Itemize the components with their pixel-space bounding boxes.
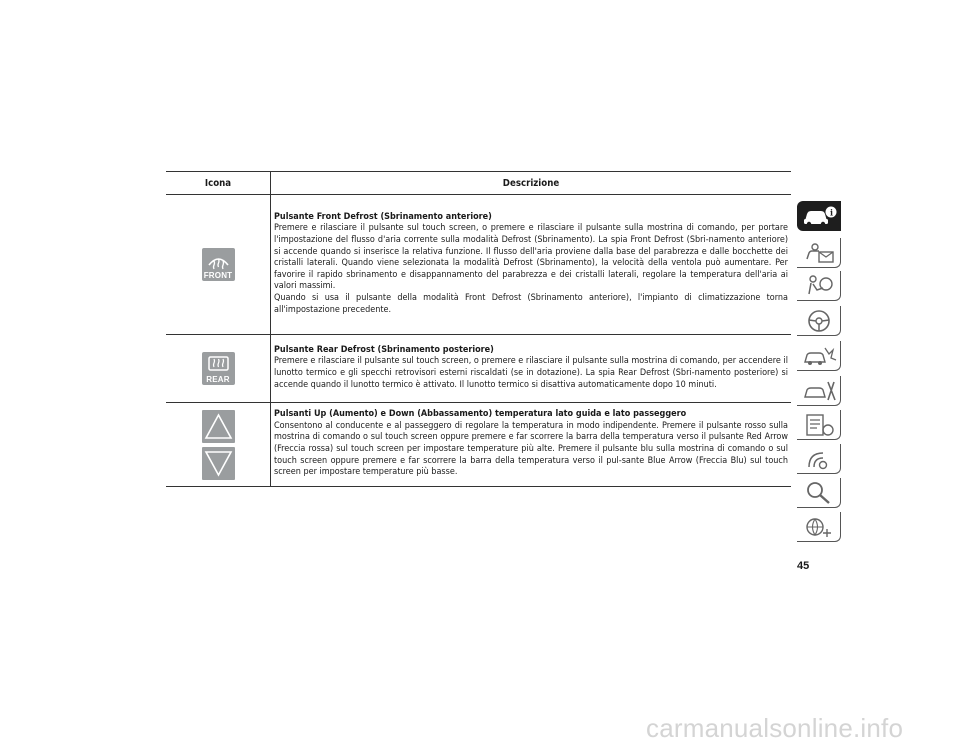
- sidebar-tab-crash[interactable]: [797, 341, 841, 371]
- icon-cell: [166, 403, 271, 487]
- index-search-icon: [801, 479, 839, 507]
- description-cell: [271, 195, 792, 335]
- row-title: Pulsanti Up (Aumento) e Down (Abbassamento) temperatura lato guida e lato passeggero: [274, 409, 687, 420]
- climate-controls-table: [166, 171, 791, 487]
- sidebar-tab-safety[interactable]: [797, 238, 841, 268]
- description-cell: [271, 335, 792, 403]
- sidebar-tab-multimedia[interactable]: [797, 444, 841, 474]
- multimedia-icon: [801, 445, 839, 473]
- sidebar-tab-airbag[interactable]: [797, 271, 841, 301]
- row-text-extra: Quando si usa il pulsante della modalità Front Defrost (Sbrinamento anteriore), l'impianto di climatizzazione torna all'impostazione precedente.: [274, 292, 788, 315]
- row-text: Premere e rilasciare il pulsante sul touch screen, o premere e rilasciare il pulsante sulla mostrina di comando, per accendere il lunotto termico e gli specchi retrovisori esterni riscaldati (se in dotazione). La spia Rear Defrost (Sbri-namento posteriore) si accende quando il lunotto termico è attivato. Il lunotto termico si disattiva automaticamente dopo 10 minuti.: [274, 356, 788, 390]
- table-row: [166, 195, 791, 335]
- header-icon: Icona: [166, 172, 271, 195]
- icon-cell: [166, 335, 271, 403]
- specifications-icon: [801, 411, 839, 439]
- row-title: Pulsante Front Defrost (Sbrinamento anteriore): [274, 211, 492, 222]
- svg-text:i: i: [830, 207, 834, 218]
- row-text: Consentono al conducente e al passeggero di regolare la temperatura in modo indipendente. Premere il pulsante rosso sulla mostrina di comando o sul touch screen oppure premere e far scorrere la barra della temperatura verso il pulsante Red Arrow (Freccia rossa) sul touch screen per impostare temperature più alte. Premere il pulsante blu sulla mostrina di comando o sul touch screen oppure premere e far scorrere la barra della temperatura verso il pul-sante Blue Arrow (Freccia Blu) sul touch screen per impostare temperature più basse.: [274, 420, 788, 478]
- row-title: Pulsante Rear Defrost (Sbrinamento posteriore): [274, 344, 494, 355]
- steering-wheel-icon: [801, 307, 839, 335]
- icon-cell: [166, 195, 271, 335]
- sidebar-tab-service[interactable]: [797, 376, 841, 406]
- page-number: 45: [797, 560, 810, 572]
- description-cell: [271, 403, 792, 487]
- airbag-icon: [801, 272, 839, 300]
- safety-icon: [801, 239, 839, 267]
- temperature-up-icon: [202, 410, 235, 443]
- table-row: [166, 403, 791, 487]
- sidebar-tab-car-info[interactable]: [797, 201, 841, 231]
- temperature-down-icon: [202, 447, 235, 480]
- rear-defrost-icon: [202, 352, 235, 385]
- car-info-icon: [801, 202, 839, 230]
- header-description: Descrizione: [271, 172, 792, 195]
- table-row: [166, 335, 791, 403]
- service-tools-icon: [801, 377, 839, 405]
- sidebar-tab-steering[interactable]: [797, 306, 841, 336]
- table-header-row: [166, 172, 791, 195]
- sidebar-tab-index[interactable]: [797, 478, 841, 508]
- front-defrost-icon: [202, 248, 235, 281]
- sidebar-tab-languages[interactable]: [797, 512, 841, 542]
- sidebar-tab-specifications[interactable]: [797, 410, 841, 440]
- languages-icon: [801, 513, 839, 541]
- rear-icon-label: REAR: [206, 375, 230, 384]
- front-icon-label: FRONT: [203, 271, 233, 280]
- watermark: carmanualsonline.info: [646, 713, 904, 743]
- row-text: Premere e rilasciare il pulsante sul touch screen, o premere e rilasciare il pulsante sulla mostrina di comando, per portare l'impostazione del flusso d'aria corrente sulla modalità Defrost (Sbrinamento). La spia Front Defrost (Sbri-namento anteriore) si accende quando si inserisce la relativa funzione. Il flusso dell'aria proviene dalla base del parabrezza e dalle bocchette dei cristalli laterali. Quando viene selezionata la modalità Defrost (Sbrinamento), la velocità della ventola può aumentare. Per favorire il rapido sbrinamento e disappannamento del parabrezza e dei cristalli laterali, regolare la temperatura dell'aria ai valori massimi.: [274, 223, 788, 292]
- crash-icon: [801, 342, 839, 370]
